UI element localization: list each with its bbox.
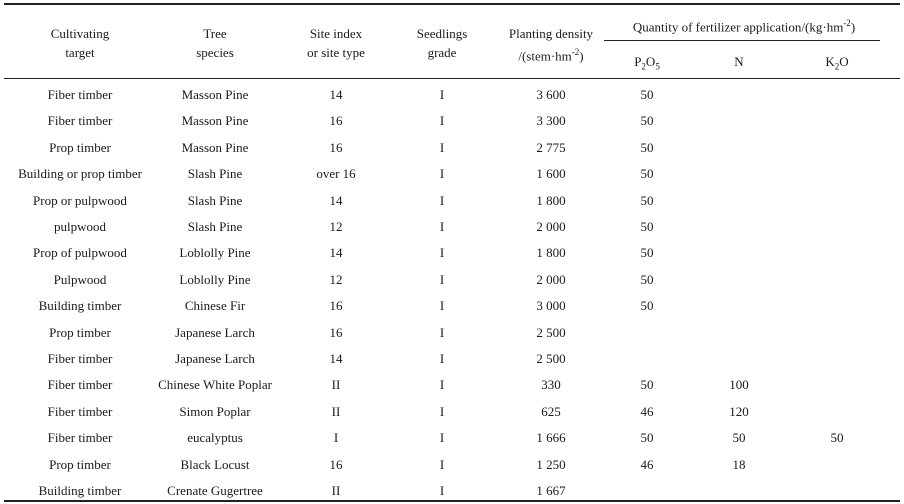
cell-grade: I — [439, 351, 445, 366]
cell-site: 12 — [329, 219, 343, 234]
cell-target: Fiber timber — [47, 87, 113, 102]
header-species-line2: species — [196, 45, 234, 60]
header-fertilizer-sup: -2 — [843, 18, 851, 28]
cell-p2o5: 46 — [640, 456, 654, 472]
header-tree-species — [148, 24, 282, 62]
header-rule — [4, 78, 900, 79]
header-density-unit: /(stem·hm — [518, 48, 572, 64]
cell-target: Building or prop timber — [18, 166, 142, 182]
cell-site: 14 — [329, 87, 343, 102]
cell-grade: I — [439, 298, 445, 314]
header-k-oxygen: O — [839, 54, 849, 69]
header-cultivating-target — [4, 24, 156, 62]
cell-density: 1 800 — [536, 245, 566, 261]
cell-n: 100 — [729, 377, 749, 393]
header-p-oxygen-subscript: 5 — [655, 61, 660, 72]
header-p-oxygen: O — [645, 54, 656, 69]
table-row — [0, 107, 904, 133]
fertilizer-subheader-rule — [604, 40, 880, 41]
cell-species: Slash Pine — [187, 219, 243, 234]
cell-density: 1 666 — [536, 430, 566, 446]
cell-species: Chinese White Poplar — [158, 377, 272, 393]
header-p-symbol: P — [634, 54, 642, 69]
cell-target: Prop timber — [49, 324, 111, 340]
header-site-line2: or site type — [307, 45, 365, 60]
header-fertilizer-text: Quantity of fertilizer application/(kg·hm — [632, 19, 844, 35]
header-density-sup: -2 — [571, 47, 580, 57]
cell-species: eucalyptus — [187, 430, 243, 446]
cell-target: Prop or pulpwood — [33, 192, 127, 208]
cell-target: Fiber timber — [47, 430, 113, 446]
header-density-line1: Planting density — [508, 26, 594, 41]
header-p2o5 — [612, 52, 682, 77]
cell-target: Building timber — [38, 483, 122, 498]
cell-site: 16 — [329, 139, 343, 155]
cell-density: 2 500 — [536, 324, 566, 340]
cell-p2o5: 50 — [640, 139, 654, 155]
cell-grade: I — [439, 377, 445, 393]
cell-target: Fiber timber — [47, 377, 113, 393]
cell-site: 16 — [329, 324, 343, 340]
header-k-symbol: K — [825, 54, 835, 69]
cell-site: II — [331, 403, 341, 419]
cell-species: Masson Pine — [181, 139, 249, 155]
cell-density: 2 000 — [536, 271, 566, 287]
header-n-symbol: N — [734, 54, 744, 69]
cell-species: Masson Pine — [181, 87, 249, 102]
cell-target: Fiber timber — [47, 351, 113, 366]
cell-site: I — [333, 430, 339, 446]
cell-grade: I — [439, 192, 445, 208]
cell-site: 14 — [329, 245, 343, 261]
header-k-subscript: 2 — [834, 61, 840, 72]
table-row — [0, 477, 904, 503]
header-density-line2 — [496, 43, 606, 65]
cell-site: 14 — [329, 192, 343, 208]
cell-species: Slash Pine — [187, 192, 243, 208]
cell-species: Black Locust — [180, 456, 250, 472]
cell-grade: I — [439, 87, 445, 102]
table-row — [0, 398, 904, 424]
cell-grade: I — [439, 271, 445, 287]
cell-p2o5: 50 — [640, 377, 654, 393]
table-row — [0, 266, 904, 292]
cell-grade: I — [439, 324, 445, 340]
cell-p2o5: 50 — [640, 113, 654, 129]
cell-target: Prop of pulpwood — [33, 245, 127, 261]
cell-density: 1 800 — [536, 192, 566, 208]
header-target-line2: target — [65, 45, 95, 60]
cell-p2o5: 50 — [640, 430, 654, 446]
header-grade-line2: grade — [427, 45, 457, 60]
cell-p2o5: 50 — [640, 166, 654, 182]
cell-species: Japanese Larch — [175, 351, 255, 366]
cell-species: Loblolly Pine — [179, 245, 251, 261]
cell-site: 16 — [329, 113, 343, 129]
table-row — [0, 160, 904, 186]
cell-p2o5: 50 — [640, 245, 654, 261]
cell-grade: I — [439, 483, 445, 498]
cell-grade: I — [439, 139, 445, 155]
table-row — [0, 424, 904, 450]
cell-target: Fiber timber — [47, 113, 113, 129]
cell-grade: I — [439, 245, 445, 261]
header-target-line1: Cultivating — [50, 26, 110, 41]
cell-density: 1 250 — [536, 456, 566, 472]
cell-grade: I — [439, 113, 445, 129]
table-row — [0, 81, 904, 107]
cell-grade: I — [439, 166, 445, 182]
cell-n: 18 — [732, 456, 746, 472]
cell-p2o5: 50 — [640, 192, 654, 208]
cell-density: 1 667 — [536, 483, 566, 498]
cell-site: II — [331, 483, 341, 498]
table-row — [0, 239, 904, 265]
table-row — [0, 371, 904, 397]
cell-site: over 16 — [316, 166, 356, 182]
header-fertilizer-quantity — [604, 14, 884, 36]
cell-density: 2 000 — [536, 219, 566, 234]
cell-k2o: 50 — [830, 430, 844, 446]
cell-n: 120 — [729, 403, 749, 419]
table-row — [0, 451, 904, 477]
cell-species: Masson Pine — [181, 113, 249, 129]
cell-target: Prop timber — [49, 139, 111, 155]
header-fertilizer-close: ) — [850, 19, 856, 35]
cell-grade: I — [439, 403, 445, 419]
cell-p2o5: 50 — [640, 271, 654, 287]
cell-target: Pulpwood — [53, 271, 107, 287]
cell-density: 625 — [541, 403, 561, 419]
cell-grade: I — [439, 430, 445, 446]
cell-p2o5: 50 — [640, 219, 654, 234]
cell-grade: I — [439, 219, 445, 234]
cell-target: Building timber — [38, 298, 122, 314]
cell-site: 14 — [329, 351, 343, 366]
table-row — [0, 292, 904, 318]
cell-density: 3 300 — [536, 113, 566, 129]
cell-target: Prop timber — [49, 456, 111, 472]
table-row — [0, 319, 904, 345]
cell-species: Loblolly Pine — [179, 271, 251, 287]
header-species-line1: Tree — [203, 26, 227, 41]
header-grade-line1: Seedlings — [416, 26, 468, 41]
cell-density: 330 — [541, 377, 561, 393]
cell-p2o5: 50 — [640, 87, 654, 102]
cell-density: 3 000 — [536, 298, 566, 314]
cell-grade: I — [439, 456, 445, 472]
cell-target: Fiber timber — [47, 403, 113, 419]
header-k2o — [802, 52, 872, 77]
header-site-line1: Site index — [309, 26, 363, 41]
cell-site: 16 — [329, 456, 343, 472]
header-planting-density — [496, 24, 606, 65]
header-density-close: ) — [579, 48, 584, 64]
cell-density: 1 600 — [536, 166, 566, 182]
cell-site: II — [331, 377, 341, 393]
header-seedlings-grade — [402, 24, 482, 62]
top-rule — [4, 3, 900, 5]
cell-target: pulpwood — [54, 219, 106, 234]
cell-site: 16 — [329, 298, 343, 314]
cell-species: Chinese Fir — [184, 298, 246, 314]
cell-species: Crenate Gugertree — [167, 483, 263, 498]
table-row — [0, 213, 904, 239]
cell-density: 2 775 — [536, 139, 566, 155]
header-site-index — [286, 24, 386, 62]
cell-species: Simon Poplar — [179, 403, 251, 419]
cell-p2o5: 46 — [640, 403, 654, 419]
header-p-subscript: 2 — [641, 61, 646, 72]
cell-species: Japanese Larch — [175, 324, 255, 340]
cell-site: 12 — [329, 271, 343, 287]
cell-p2o5: 50 — [640, 298, 654, 314]
cell-density: 2 500 — [536, 351, 566, 366]
table-row — [0, 187, 904, 213]
table-row — [0, 134, 904, 160]
cell-species: Slash Pine — [187, 166, 243, 182]
table-row — [0, 345, 904, 371]
header-n — [704, 52, 774, 71]
cell-n: 50 — [732, 430, 746, 446]
cell-density: 3 600 — [536, 87, 566, 102]
